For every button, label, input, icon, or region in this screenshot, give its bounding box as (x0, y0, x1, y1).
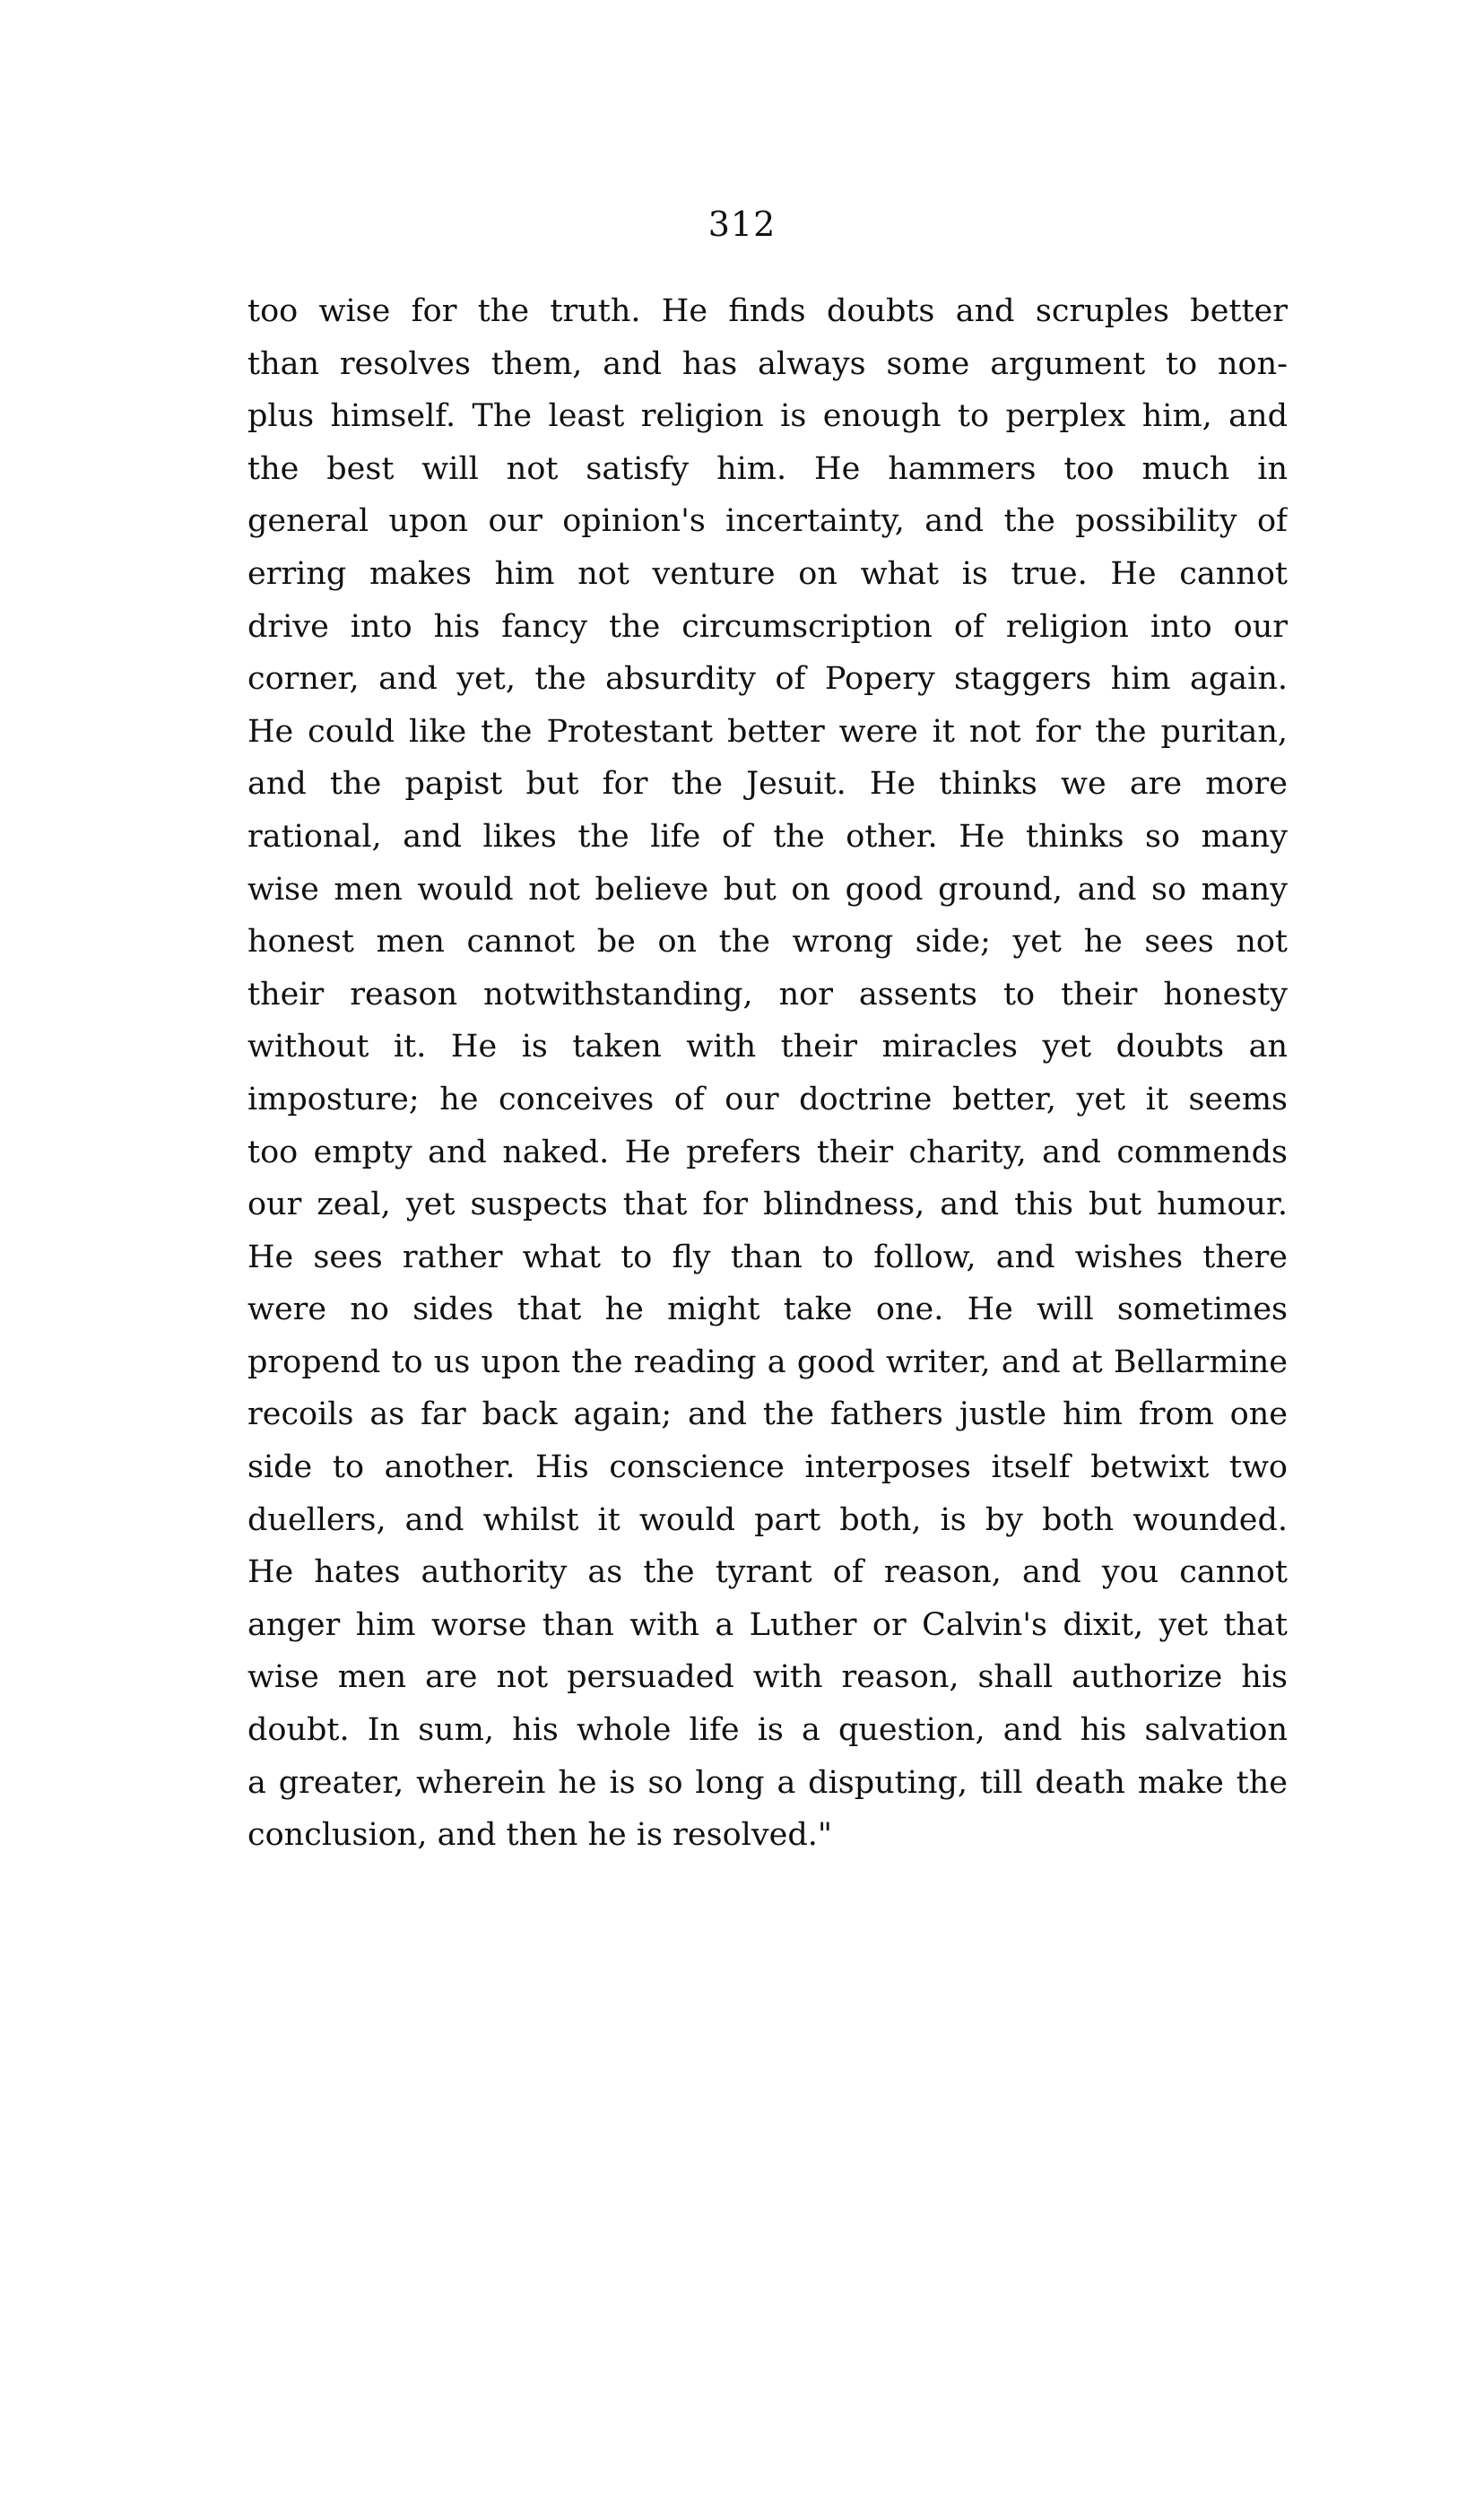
text-line: propend to us upon the reading a good writer, and at Bellarmine (247, 1343, 1288, 1380)
body-text (247, 285, 1288, 1862)
text-line: corner, and yet, the absurdity of Popery staggers him again. (247, 661, 1288, 698)
text-line: anger him worse than with a Luther or Calvin's dixit, yet that (247, 1606, 1288, 1643)
text-line: and the papist but for the Jesuit. He thinks we are more (247, 766, 1288, 803)
text-line: wise men would not believe but on good ground, and so many (247, 871, 1288, 908)
text-line: the best will not satisfy him. He hammers too much in (247, 450, 1288, 487)
text-line: recoils as far back again; and the fathers justle him from one (247, 1396, 1288, 1433)
text-line: imposture; he conceives of our doctrine better, yet it seems (247, 1081, 1288, 1117)
text-line-last: conclusion, and then he is resolved." (247, 1817, 832, 1854)
text-line: drive into his fancy the circumscription of religion into our (247, 608, 1288, 645)
text-line: rational, and likes the life of the other. He thinks so many (247, 818, 1288, 855)
text-line: than resolves them, and has always some argument to non- (247, 345, 1288, 382)
text-line: a greater, wherein he is so long a disputing, till death make the (247, 1764, 1288, 1801)
text-line: without it. He is taken with their miracles yet doubts an (247, 1029, 1288, 1065)
text-line: too empty and naked. He prefers their charity, and commends (247, 1134, 1288, 1170)
text-line: too wise for the truth. He finds doubts and scruples better (247, 293, 1288, 329)
text-line: doubt. In sum, his whole life is a question, and his salvation (247, 1712, 1288, 1749)
text-line: wise men are not persuaded with reason, shall authorize his (247, 1659, 1288, 1696)
text-line: He sees rather what to fly than to follow, and wishes there (247, 1239, 1288, 1275)
text-line: He could like the Protestant better were it not for the puritan, (247, 713, 1288, 750)
text-line: He hates authority as the tyrant of reason, and you cannot (247, 1554, 1288, 1591)
text-line: honest men cannot be on the wrong side; yet he sees not (247, 924, 1288, 961)
text-line: erring makes him not venture on what is true. He cannot (247, 555, 1288, 592)
text-line: our zeal, yet suspects that for blindness, and this but humour. (247, 1187, 1288, 1223)
text-line: were no sides that he might take one. He will sometimes (247, 1291, 1288, 1328)
text-line: their reason notwithstanding, nor assents to their honesty (247, 976, 1288, 1013)
text-line: duellers, and whilst it would part both, is by both wounded. (247, 1501, 1288, 1538)
text-line: general upon our opinion's incertainty, and the possibility of (247, 503, 1288, 540)
text-line: plus himself. The least religion is enough to perplex him, and (247, 398, 1288, 435)
page-number: 312 (707, 204, 777, 244)
text-line: side to another. His conscience interposes itself betwixt two (247, 1449, 1288, 1486)
